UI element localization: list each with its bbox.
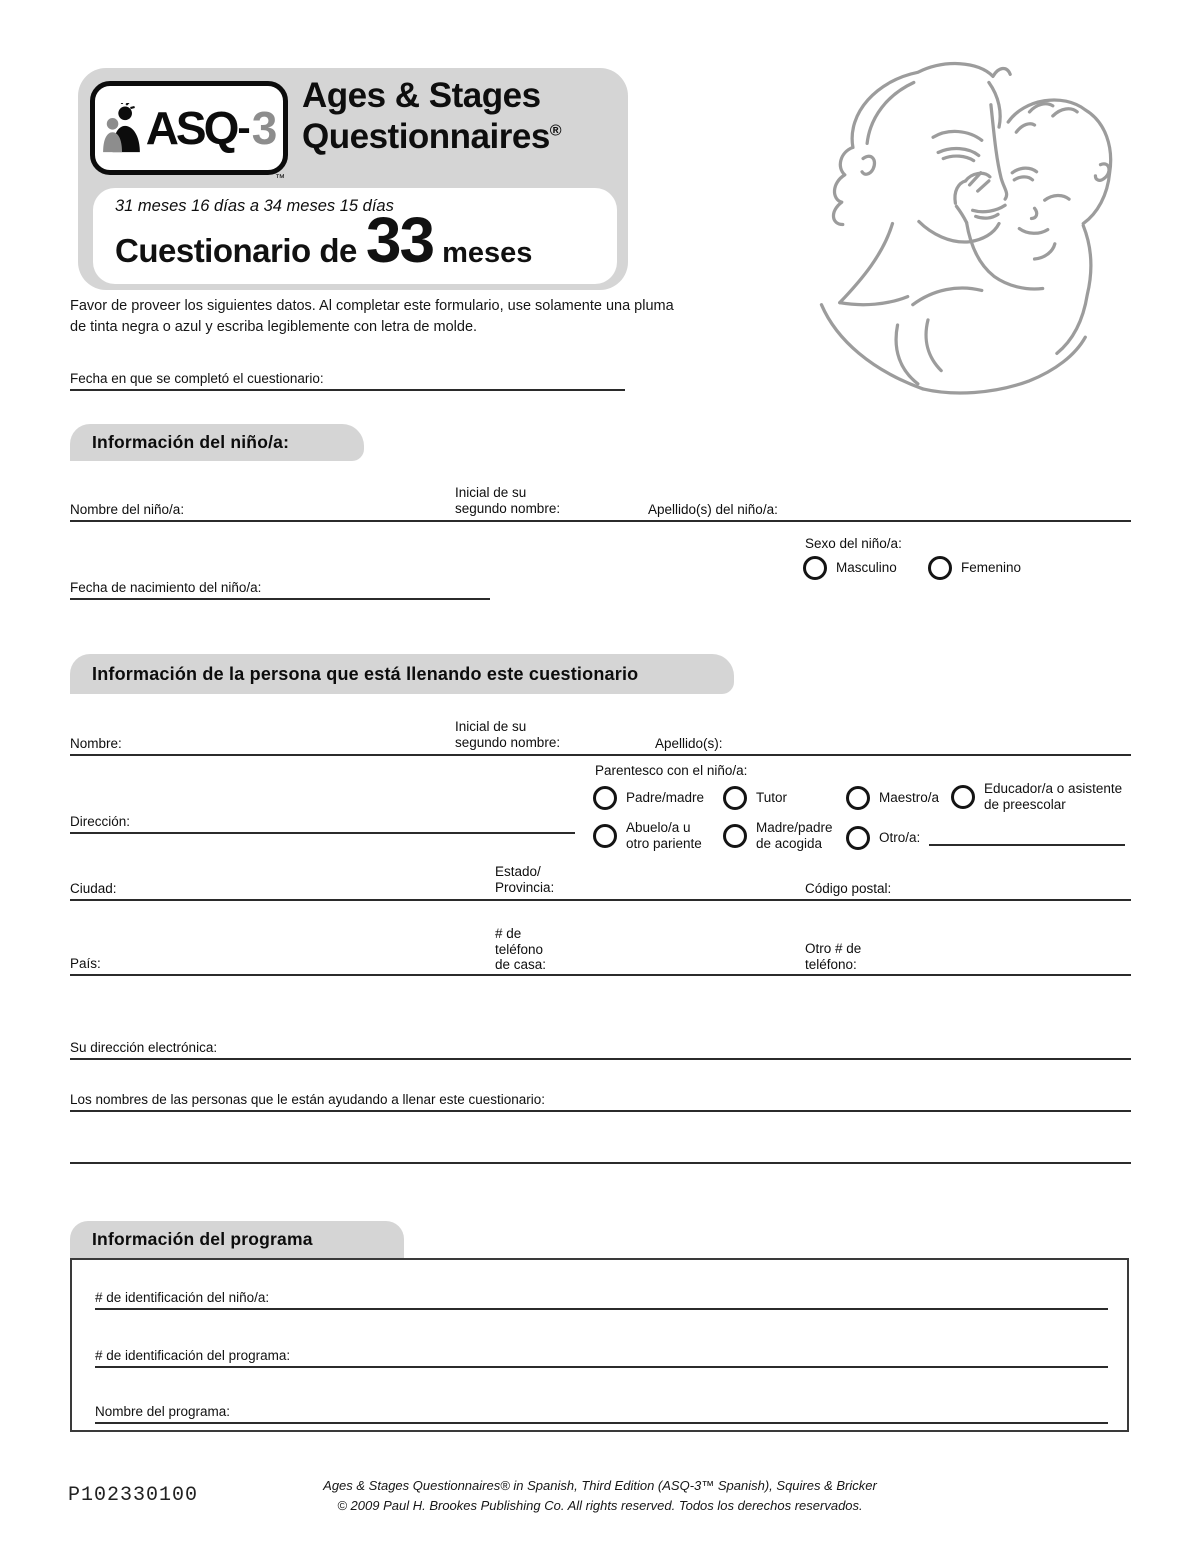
section-tab-child-info [70, 424, 364, 461]
form-code: P102330100 [68, 1484, 199, 1507]
registered-mark: ® [549, 122, 562, 140]
masculino-radio[interactable] [803, 556, 827, 580]
relationship-option-madre-acogida: Madre/padre de acogida [723, 820, 833, 851]
person-name-line[interactable] [70, 754, 1131, 756]
header-band [78, 68, 628, 290]
title-number: 33 [365, 204, 434, 276]
logo-number-3: 3 [251, 102, 278, 154]
child-id-field[interactable] [95, 1274, 1108, 1310]
person-section-title: Información de la persona que está llenando este cuestionario [92, 663, 639, 684]
masculino-label: Masculino [836, 560, 897, 576]
home-phone-label: # de teléfono de casa: [495, 926, 547, 973]
credit-line1: Ages & Stages Questionnaires® in Spanish, Third Edition (ASQ-3™ Spanish), Squires & Bricker [323, 1478, 877, 1493]
section-tab-program-info [70, 1221, 404, 1258]
city-label: Ciudad: [70, 881, 117, 896]
relationship-option-maestro: Maestro/a [846, 786, 939, 810]
country-phone-line[interactable] [70, 974, 1131, 976]
child-birth-date-field[interactable] [70, 564, 490, 600]
child-section-title: Información del niño/a: [92, 432, 290, 452]
otro-write-in-line[interactable] [929, 844, 1125, 846]
asq3-logo [90, 81, 288, 184]
femenino-label: Femenino [961, 560, 1022, 576]
logo-trademark: ™ [275, 173, 285, 184]
instructions-text: Favor de proveer los siguientes datos. Al completar este formulario, use solamente una pluma de tinta negra o azul y escriba legiblemente con letra de molde. [70, 298, 674, 336]
program-section-title: Información del programa [92, 1229, 313, 1249]
date-completed-label: Fecha en que se completó el cuestionario: [70, 371, 324, 387]
email-line[interactable] [70, 1058, 1131, 1060]
relationship-option-tutor: Tutor [723, 786, 787, 810]
logo-dash: - [237, 105, 251, 150]
title-prefix: Cuestionario de [115, 232, 357, 269]
relationship-option-abuelo: Abuelo/a u otro pariente [593, 820, 702, 851]
femenino-radio[interactable] [928, 556, 952, 580]
otro-radio[interactable] [846, 826, 870, 850]
program-id-label: # de identificación del programa: [95, 1348, 291, 1364]
relationship-option-padre-madre: Padre/madre [593, 786, 704, 810]
helpers-continuation-line[interactable] [70, 1162, 1131, 1164]
educador-radio[interactable] [951, 785, 975, 809]
helpers-line[interactable] [70, 1110, 1131, 1112]
helpers-label: Los nombres de las personas que le están ayudando a llenar este cuestionario: [70, 1092, 546, 1107]
email-label: Su dirección electrónica: [70, 1040, 218, 1055]
person-middle-initial-label: Inicial de su segundo nombre: [455, 719, 561, 750]
person-name-label: Nombre: [70, 736, 122, 751]
padre-madre-radio[interactable] [593, 786, 617, 810]
program-name-field[interactable] [95, 1388, 1108, 1424]
sex-option-femenino [928, 556, 1021, 580]
abuelo-radio[interactable] [593, 824, 617, 848]
program-id-field[interactable] [95, 1332, 1108, 1368]
logo-text-asq: ASQ [145, 102, 237, 154]
child-first-name-label: Nombre del niño/a: [70, 502, 185, 517]
state-label: Estado/ Provincia: [495, 864, 555, 895]
city-state-postal-line[interactable] [70, 899, 1131, 901]
mother-and-baby-illustration [790, 50, 1135, 395]
other-phone-label: Otro # de teléfono: [805, 941, 862, 972]
child-birth-date-label: Fecha de nacimiento del niño/a: [70, 580, 262, 596]
tutor-radio[interactable] [723, 786, 747, 810]
child-name-line[interactable] [70, 520, 1131, 522]
title-suffix: meses [442, 237, 533, 269]
relationship-option-educador: Educador/a o asistente de preescolar [951, 781, 1122, 812]
brand-line1: Ages & Stages [302, 76, 541, 115]
child-middle-initial-label: Inicial de su segundo nombre: [455, 485, 561, 516]
credit-line2: © 2009 Paul H. Brookes Publishing Co. All rights reserved. Todos los derechos reservados. [337, 1497, 863, 1513]
sex-option-masculino [803, 556, 897, 580]
person-last-name-label: Apellido(s): [655, 736, 723, 751]
section-tab-person-info [70, 654, 734, 694]
address-field[interactable] [70, 798, 575, 834]
questionnaire-title-box [93, 188, 617, 284]
madre-acogida-radio[interactable] [723, 824, 747, 848]
relationship-option-otro: Otro/a: [846, 826, 1125, 850]
copyright-credits [240, 1476, 960, 1515]
brand-title [302, 76, 561, 158]
child-sex-label: Sexo del niño/a: [805, 536, 902, 551]
child-last-name-label: Apellido(s) del niño/a: [648, 502, 778, 517]
address-label: Dirección: [70, 814, 131, 830]
relationship-label: Parentesco con el niño/a: [595, 763, 748, 778]
country-label: País: [70, 956, 101, 971]
date-completed-field[interactable] [70, 355, 625, 391]
child-id-label: # de identificación del niño/a: [95, 1290, 270, 1306]
brand-line2: Questionnaires [302, 116, 550, 156]
postal-code-label: Código postal: [805, 881, 892, 896]
program-name-label: Nombre del programa: [95, 1404, 231, 1420]
asq-logo-figures-icon [101, 103, 143, 153]
age-range: 31 meses 16 días a 34 meses 15 días [115, 197, 394, 215]
maestro-radio[interactable] [846, 786, 870, 810]
